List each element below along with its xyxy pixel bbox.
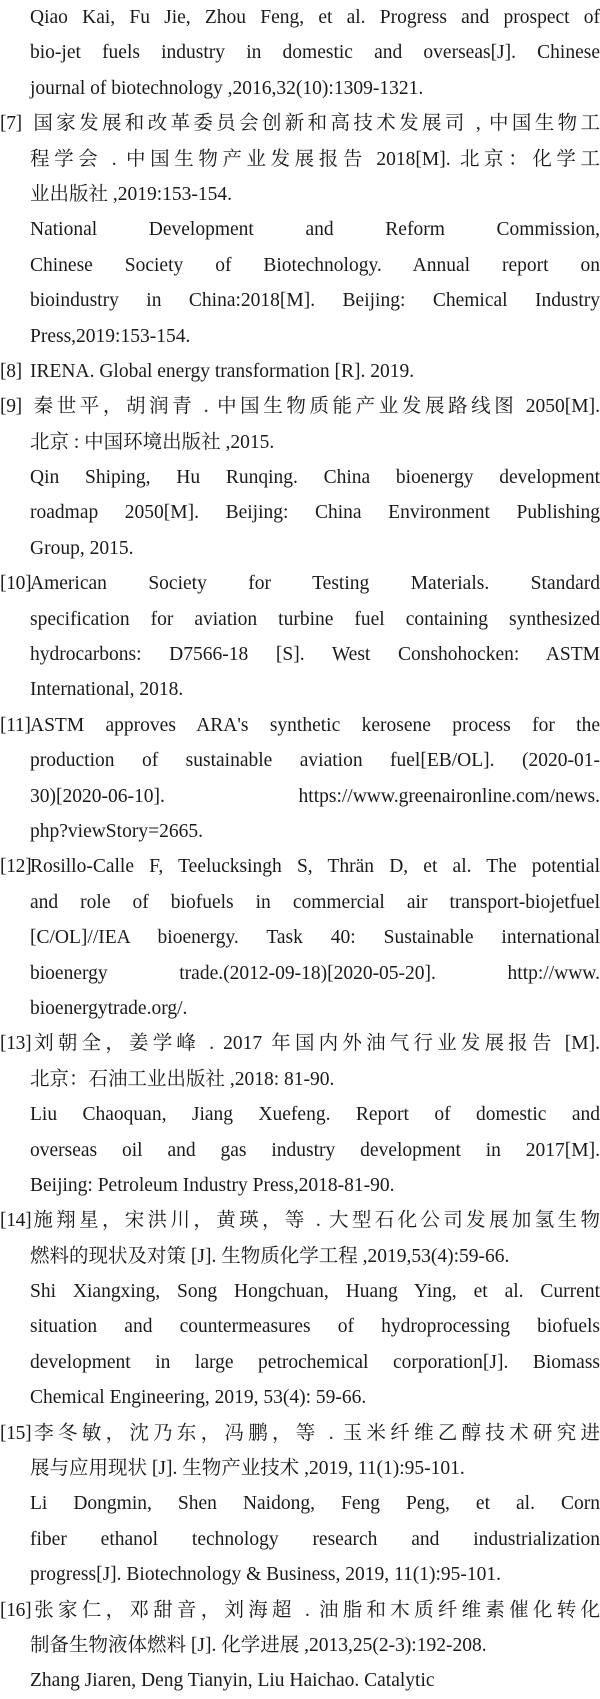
reference-line — [0, 1416, 600, 1451]
reference-text: 李冬敏，沈乃东，冯鹏，等 . 玉米纤维乙醇技术研究进 — [30, 1422, 600, 1444]
reference-line — [0, 849, 600, 884]
reference-line — [0, 106, 600, 141]
reference-text: development in large petrochemical corporation[J]. Biomass — [30, 1351, 600, 1373]
reference-line — [0, 1133, 600, 1168]
reference-text: specification for aviation turbine fuel containing synthesized — [30, 608, 600, 630]
reference-text: and role of biofuels in commercial air transport-biojetfuel — [30, 891, 600, 913]
reference-line — [0, 672, 600, 707]
reference-text: Chinese Society of Biotechnology. Annual report on — [30, 254, 600, 276]
reference-text: 业出版社 ,2019:153-154. — [30, 183, 233, 205]
reference-number: [14] — [0, 1210, 32, 1232]
reference-number: [12] — [0, 856, 32, 878]
reference-entry-ref-9 — [0, 389, 600, 566]
reference-line — [0, 1345, 600, 1380]
reference-line — [0, 991, 600, 1026]
reference-text: journal of biotechnology ,2016,32(10):1309-1321. — [30, 77, 424, 99]
reference-line — [0, 1557, 600, 1592]
reference-line — [0, 71, 600, 106]
reference-text: American Society for Testing Materials. Standard — [30, 573, 600, 595]
reference-line — [0, 602, 600, 637]
reference-number: [11] — [0, 714, 31, 736]
reference-text: Group, 2015. — [30, 537, 134, 559]
reference-text: hydrocarbons: D7566-18 [S]. West Conshohocken: ASTM — [30, 644, 600, 666]
reference-line — [0, 425, 600, 460]
reference-text: 施翔星，宋洪川，黄瑛，等 . 大型石化公司发展加氢生物 — [30, 1210, 600, 1232]
reference-number: [10] — [0, 573, 32, 595]
reference-line — [0, 1026, 600, 1061]
reference-line — [0, 920, 600, 955]
reference-text: overseas oil and gas industry development in 2017[M]. — [30, 1139, 600, 1161]
reference-entry-ref-7 — [0, 106, 600, 354]
reference-text: Liu Chaoquan, Jiang Xuefeng. Report of domestic and — [30, 1104, 600, 1126]
reference-text: progress[J]. Biotechnology & Business, 2019, 11(1):95-101. — [30, 1564, 502, 1586]
reference-line — [0, 495, 600, 530]
reference-line — [0, 743, 600, 778]
reference-line — [0, 283, 600, 318]
reference-text: National Development and Reform Commission, — [30, 219, 600, 241]
reference-line — [0, 1486, 600, 1521]
reference-line — [0, 814, 600, 849]
reference-line — [0, 1663, 600, 1698]
reference-line — [0, 389, 600, 424]
reference-line — [0, 637, 600, 672]
reference-line — [0, 319, 600, 354]
reference-line — [0, 212, 600, 247]
reference-entry-ref-13 — [0, 1026, 600, 1203]
reference-line — [0, 779, 600, 814]
reference-entry-ref-8 — [0, 354, 600, 389]
reference-text: php?viewStory=2665. — [30, 820, 203, 842]
reference-text: bioindustry in China:2018[M]. Beijing: Chemical Industry — [30, 290, 600, 312]
reference-line — [0, 35, 600, 70]
reference-text: Chemical Engineering, 2019, 53(4): 59-66. — [30, 1387, 367, 1409]
reference-line — [0, 1239, 600, 1274]
reference-text: 制备生物液体燃料 [J]. 化学进展 ,2013,25(2-3):192-208. — [30, 1634, 487, 1656]
reference-text: Rosillo-Calle F, Teelucksingh S, Thrän D, et al. The potential — [30, 856, 600, 878]
reference-number: [13] — [0, 1033, 32, 1055]
reference-text: bioenergytrade.org/. — [30, 997, 188, 1019]
reference-line — [0, 248, 600, 283]
reference-line — [0, 460, 600, 495]
reference-text: Press,2019:153-154. — [30, 325, 191, 347]
reference-line — [0, 708, 600, 743]
reference-text: IRENA. Global energy transformation [R]. 2019. — [30, 360, 415, 382]
reference-text: Beijing: Petroleum Industry Press,2018-81-90. — [30, 1174, 395, 1196]
reference-line — [0, 531, 600, 566]
reference-text: Qiao Kai, Fu Jie, Zhou Feng, et al. Progress and prospect of — [30, 7, 600, 28]
reference-line — [0, 885, 600, 920]
reference-number: [9] — [0, 396, 22, 418]
reference-line — [0, 0, 600, 35]
reference-line — [0, 1168, 600, 1203]
reference-text: roadmap 2050[M]. Beijing: China Environment Publishing — [30, 502, 600, 524]
reference-line — [0, 142, 600, 177]
reference-number: [8] — [0, 360, 22, 382]
reference-text: 展与应用现状 [J]. 生物产业技术 ,2019, 11(1):95-101. — [30, 1458, 465, 1480]
reference-text: 程学会 . 中国生物产业发展报告 2018[M]. 北京：化学工 — [30, 148, 600, 170]
reference-line — [0, 177, 600, 212]
reference-line — [0, 1062, 600, 1097]
reference-entry-ref-6-cont — [0, 0, 600, 106]
reference-line — [0, 1628, 600, 1663]
reference-text: 刘朝全，姜学峰 . 2017 年国内外油气行业发展报告 [M]. — [30, 1033, 600, 1055]
reference-line — [0, 1203, 600, 1238]
reference-text: Shi Xiangxing, Song Hongchuan, Huang Ying, et al. Current — [30, 1281, 600, 1303]
reference-line — [0, 1593, 600, 1628]
reference-number: [7] — [0, 113, 22, 135]
reference-entry-ref-12 — [0, 849, 600, 1026]
reference-line — [0, 1451, 600, 1486]
reference-line — [0, 566, 600, 601]
reference-number: [16] — [0, 1599, 32, 1621]
reference-text: 国家发展和改革委员会创新和高技术发展司 , 中国生物工 — [30, 113, 600, 135]
reference-text: ASTM approves ARA's synthetic kerosene process for the — [30, 714, 600, 736]
reference-text: Zhang Jiaren, Deng Tianyin, Liu Haichao. Catalytic — [30, 1670, 435, 1692]
reference-entry-ref-15 — [0, 1416, 600, 1593]
reference-line — [0, 956, 600, 991]
reference-text: 北京 : 中国环境出版社 ,2015. — [30, 431, 275, 453]
reference-text: 北京：石油工业出版社 ,2018: 81-90. — [30, 1068, 335, 1090]
reference-text: International, 2018. — [30, 679, 184, 701]
reference-number: [15] — [0, 1422, 32, 1444]
reference-text: Li Dongmin, Shen Naidong, Feng Peng, et al. Corn — [30, 1493, 600, 1515]
reference-line — [0, 354, 600, 389]
reference-text: situation and countermeasures of hydroprocessing biofuels — [30, 1316, 600, 1338]
reference-text: production of sustainable aviation fuel[EB/OL]. (2020-01- — [30, 750, 600, 772]
reference-text: 30)[2020-06-10]. https://www.greenaironline.com/news. — [30, 785, 600, 807]
reference-entry-ref-10 — [0, 566, 600, 708]
reference-entry-ref-14 — [0, 1203, 600, 1415]
reference-text: Qin Shiping, Hu Runqing. China bioenergy development — [30, 467, 600, 489]
reference-text: fiber ethanol technology research and industrialization — [30, 1528, 600, 1550]
reference-line — [0, 1274, 600, 1309]
reference-text: bioenergy trade.(2012-09-18)[2020-05-20]. http://www. — [30, 962, 600, 984]
reference-text: 秦世平，胡润青 . 中国生物质能产业发展路线图 2050[M]. — [30, 396, 600, 418]
reference-text: [C/OL]//IEA bioenergy. Task 40: Sustainable international — [30, 927, 600, 949]
reference-entry-ref-16 — [0, 1593, 600, 1699]
reference-line — [0, 1309, 600, 1344]
reference-text: bio-jet fuels industry in domestic and overseas[J]. Chinese — [30, 42, 600, 64]
reference-entry-ref-11 — [0, 708, 600, 850]
reference-line — [0, 1522, 600, 1557]
reference-text: 张家仁，邓甜音，刘海超 . 油脂和木质纤维素催化转化 — [30, 1599, 600, 1621]
reference-text: 燃料的现状及对策 [J]. 生物质化学工程 ,2019,53(4):59-66. — [30, 1245, 510, 1267]
reference-line — [0, 1380, 600, 1415]
reference-line — [0, 1097, 600, 1132]
